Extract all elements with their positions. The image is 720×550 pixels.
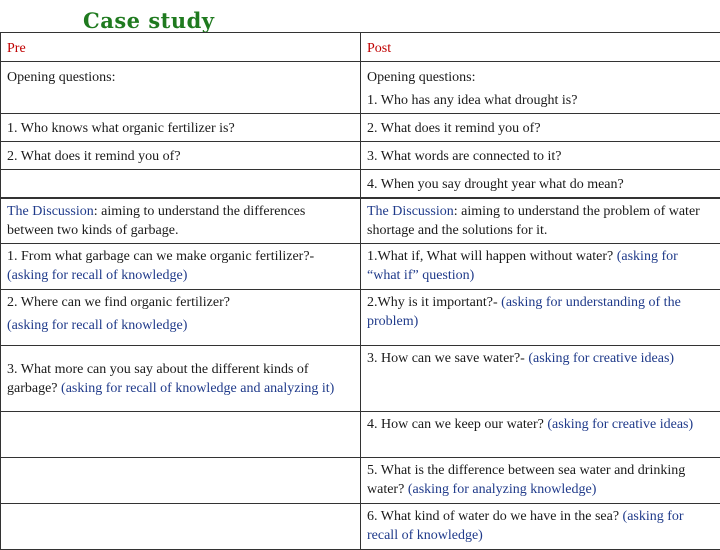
cell-text: 4. When you say drought year what do mean? (367, 177, 624, 192)
discussion-label: The Discussion (367, 204, 454, 219)
table-cell (361, 458, 720, 504)
table-row (1, 346, 720, 412)
table-cell (361, 504, 720, 550)
question-text: 3. How can we save water?- (367, 351, 528, 366)
question-text: 4. How can we keep our water? (367, 417, 547, 432)
table-cell (1, 114, 361, 142)
table-row (1, 198, 720, 244)
question-type: (asking for creative ideas) (528, 351, 674, 366)
table-cell (1, 244, 361, 290)
table-cell (361, 290, 720, 346)
cell-text: 2. What does it remind you of? (7, 149, 181, 164)
question-type: (asking for recall of knowledge and analyzing it) (61, 381, 334, 396)
question-text: 2.Why is it important?- (367, 295, 501, 310)
question-type: (asking for “what if” question) (367, 249, 678, 283)
table-cell (361, 62, 720, 114)
table-cell (1, 62, 361, 114)
table-cell (361, 198, 720, 244)
discussion-label: The Discussion (7, 204, 94, 219)
case-study-table (0, 32, 720, 550)
table-row (1, 170, 720, 199)
table-row (1, 504, 720, 550)
page-title: Case study (83, 8, 215, 33)
table-row (1, 290, 720, 346)
table-cell (361, 346, 720, 412)
header-pre: Pre (1, 33, 361, 62)
question-text: 1.What if, What will happen without water? (367, 249, 617, 264)
question-type: (asking for recall of knowledge) (367, 509, 684, 543)
table-cell (1, 412, 361, 458)
cell-text: : aiming to understand the differences between two kinds of garbage. (7, 204, 305, 238)
table-cell (361, 170, 720, 199)
question-type: (asking for recall of knowledge) (7, 268, 187, 283)
table-row (1, 142, 720, 170)
question-text: 6. What kind of water do we have in the sea? (367, 509, 623, 524)
table-cell (1, 142, 361, 170)
table-row (1, 244, 720, 290)
question-type: (asking for analyzing knowledge) (408, 482, 597, 497)
table-cell (361, 412, 720, 458)
cell-text: 1. Who knows what organic fertilizer is? (7, 121, 235, 136)
table-cell (1, 346, 361, 412)
question-type: (asking for understanding of the problem) (367, 295, 681, 329)
question-text: 1. From what garbage can we make organic fertilizer?- (7, 249, 314, 264)
question-text: 5. What is the difference between sea water and drinking water? (367, 463, 685, 497)
cell-text: 2. What does it remind you of? (367, 121, 541, 136)
table-cell (1, 504, 361, 550)
table-cell (1, 290, 361, 346)
cell-text: Opening questions: (7, 70, 116, 85)
table-cell (1, 458, 361, 504)
table-cell (1, 198, 361, 244)
table-cell (1, 170, 361, 199)
table-row (1, 114, 720, 142)
cell-text: Opening questions: (367, 68, 714, 87)
table-row (1, 62, 720, 114)
header-post: Post (361, 33, 720, 62)
question-type: (asking for creative ideas) (547, 417, 693, 432)
question-text: 3. What more can you say about the different kinds of garbage? (7, 362, 309, 396)
question-text: 2. Where can we find organic fertilizer? (7, 293, 354, 312)
question-type: (asking for recall of knowledge) (7, 316, 354, 335)
table-cell (361, 244, 720, 290)
table-row (1, 412, 720, 458)
table-row (1, 458, 720, 504)
table-cell (361, 114, 720, 142)
cell-text: 3. What words are connected to it? (367, 149, 562, 164)
table-cell (361, 142, 720, 170)
cell-text: : aiming to understand the problem of water shortage and the solutions for it. (367, 204, 700, 238)
table-header-row (1, 33, 720, 62)
cell-text: 1. Who has any idea what drought is? (367, 91, 714, 110)
